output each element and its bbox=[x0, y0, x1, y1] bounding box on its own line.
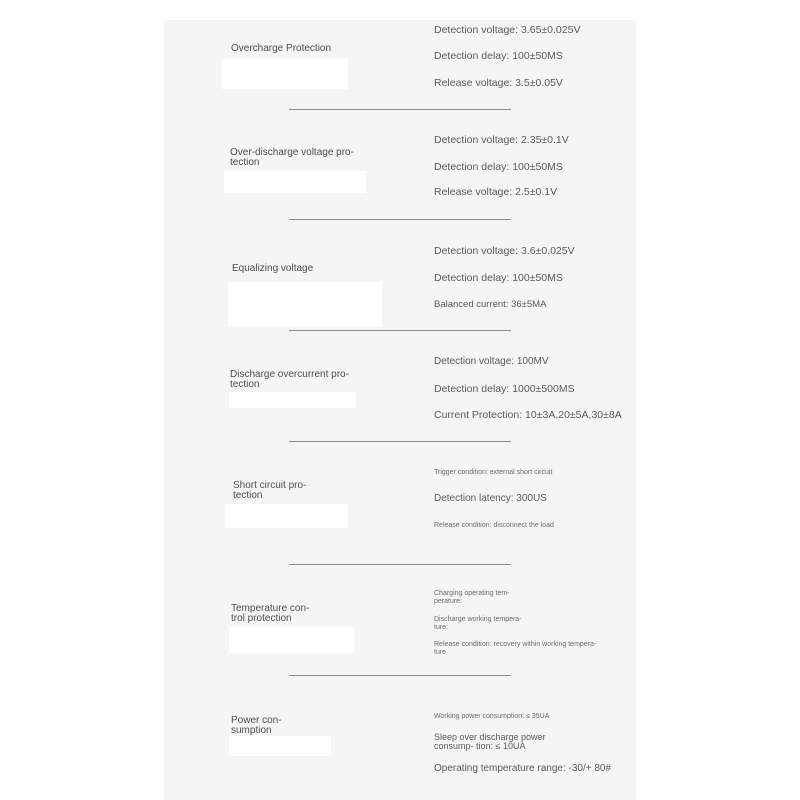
blank-block bbox=[224, 171, 366, 193]
spec-line: Discharge working tempera- ture: bbox=[434, 616, 522, 631]
section-divider bbox=[289, 675, 511, 676]
spec-line: Detection voltage: 3.65±0.025V bbox=[434, 24, 581, 36]
spec-line: Detection delay: 1000±500MS bbox=[434, 383, 575, 395]
spec-line: Current Protection: 10±3A,20±5A,30±8A bbox=[434, 409, 622, 421]
section-divider bbox=[289, 219, 511, 220]
section-divider bbox=[289, 109, 511, 110]
spec-line: Release voltage: 2.5±0.1V bbox=[434, 186, 558, 198]
section-divider bbox=[289, 330, 511, 331]
spec-line: Detection voltage: 2.35±0.1V bbox=[434, 134, 569, 146]
spec-line: Operating temperature range: -30/+ 80# bbox=[434, 763, 612, 774]
spec-line: Detection voltage: 100MV bbox=[434, 356, 549, 367]
blank-block bbox=[222, 59, 348, 89]
blank-block bbox=[229, 627, 354, 653]
section-divider bbox=[289, 441, 511, 442]
spec-line: Balanced current: 36±5MA bbox=[434, 299, 547, 310]
section-divider bbox=[289, 564, 511, 565]
blank-block bbox=[228, 282, 382, 327]
spec-line: Charging operating tem- perature: bbox=[434, 590, 510, 605]
spec-line: Detection delay: 100±50MS bbox=[434, 50, 563, 62]
spec-line: Release condition: recovery within working tempera- ture bbox=[434, 641, 597, 656]
section-title: Power con- sumption bbox=[231, 715, 282, 736]
section-title: Overcharge Protection bbox=[231, 43, 332, 54]
spec-line: Trigger condition: external short circuit bbox=[434, 469, 553, 476]
spec-line: Sleep over discharge power consump- tion: ≤ 10UA bbox=[434, 732, 546, 751]
spec-line: Detection delay: 100±50MS bbox=[434, 161, 563, 173]
spec-line: Working power consumption: ≤ 35UA bbox=[434, 713, 550, 720]
spec-line: Detection voltage: 3.6±0.025V bbox=[434, 245, 575, 257]
section-title: Short circuit pro- tection bbox=[233, 480, 307, 501]
blank-block bbox=[225, 504, 348, 528]
section-title: Over-discharge voltage pro- tection bbox=[230, 147, 354, 168]
spec-line: Detection latency: 300US bbox=[434, 493, 547, 504]
section-title: Temperature con- trol protection bbox=[231, 603, 310, 624]
spec-line: Release condition: disconnect the load bbox=[434, 522, 554, 529]
blank-block bbox=[229, 736, 331, 756]
section-title: Discharge overcurrent pro- tection bbox=[230, 369, 349, 390]
section-title: Equalizing voltage bbox=[232, 263, 314, 274]
blank-block bbox=[229, 392, 356, 408]
spec-line: Detection delay: 100±50MS bbox=[434, 272, 563, 284]
spec-line: Release voltage: 3.5±0.05V bbox=[434, 77, 563, 89]
